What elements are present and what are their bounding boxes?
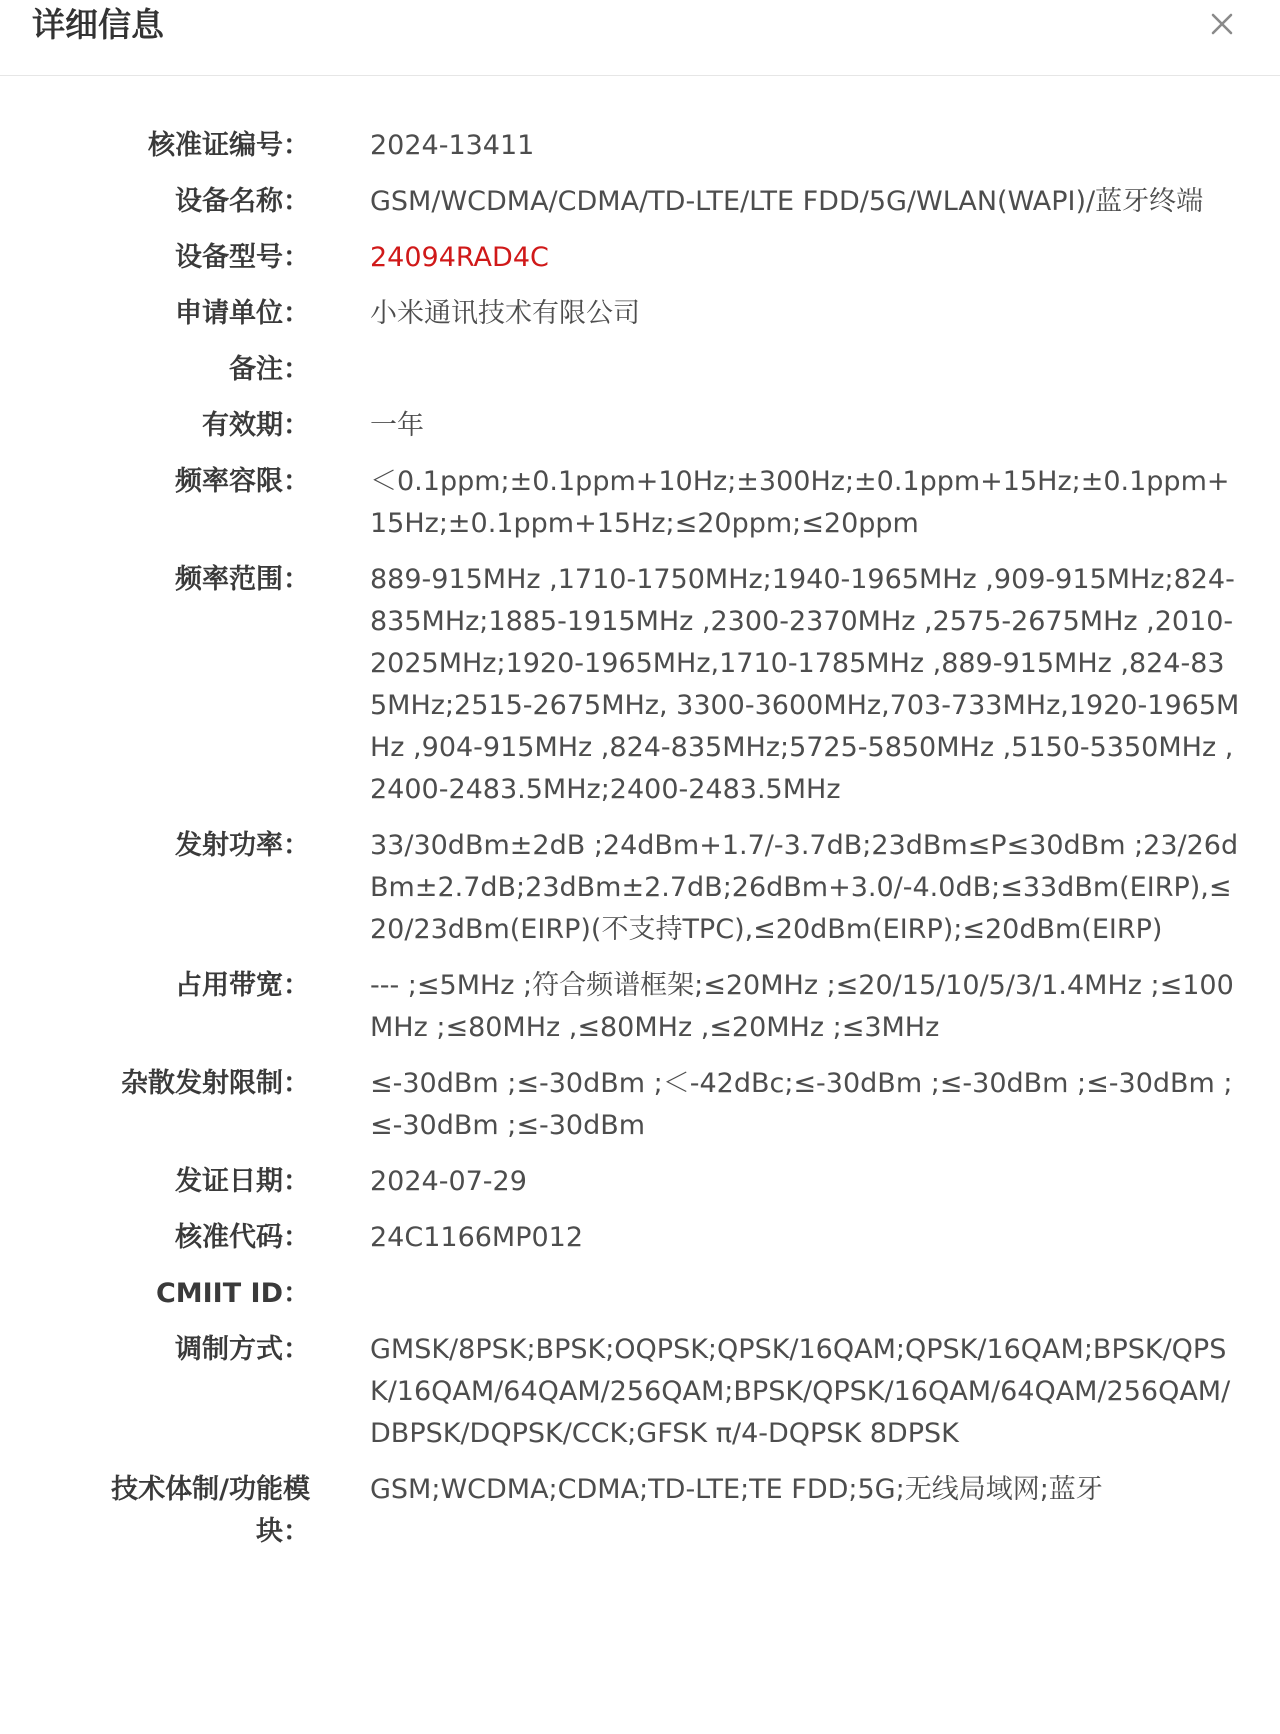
field-label: 调制方式： [175,1334,310,1365]
field-value: GSM;WCDMA;CDMA;TD-LTE;TE FDD;5G;无线局域网;蓝牙 [370,1474,1103,1505]
field-value: GSM/WCDMA/CDMA/TD-LTE/LTE FDD/5G/WLAN(WAPI)/蓝牙终端 [370,186,1204,217]
row-frequency-range [0,559,1280,811]
field-value: 889-915MHz ,1710-1750MHz;1940-1965MHz ,909-915MHz;824-835MHz;1885-1915MHz ,2300-2370MHz ,2575-2675MHz ,2010-2025MHz;1920-1965MHz,1710-1785MHz ,889-915MHz ,824-835MHz;2515-2675MHz, 3300-3600MHz,703-733MHz,1920-1965MHz ,904-915MHz ,824-835MHz;5725-5850MHz ,5150-5350MHz ,2400-2483.5MHz;2400-2483.5MHz [370,564,1240,805]
row-approval-code [0,1217,1280,1259]
field-value: 一年 [370,410,424,441]
row-technology-module [0,1469,1280,1553]
field-value-highlight: 24094RAD4C [370,242,549,273]
field-value: 2024-07-29 [370,1166,527,1197]
field-label: 频率容限： [175,466,310,497]
row-spurious-emission [0,1063,1280,1147]
field-value: ＜0.1ppm;±0.1ppm+10Hz;±300Hz;±0.1ppm+15Hz;±0.1ppm+15Hz;±0.1ppm+15Hz;≤20ppm;≤20ppm [370,466,1230,539]
field-label: 有效期： [202,410,310,441]
row-remarks [0,349,1280,391]
field-label: 占用带宽： [175,970,310,1001]
row-device-name [0,181,1280,223]
field-label: 备注： [229,354,310,385]
row-occupied-bandwidth [0,965,1280,1049]
field-value: 33/30dBm±2dB ;24dBm+1.7/-3.7dB;23dBm≤P≤30dBm ;23/26dBm±2.7dB;23dBm±2.7dB;26dBm+3.0/-4.0dB;≤33dBm(EIRP),≤20/23dBm(EIRP)(不支持TPC),≤20dBm(EIRP);≤20dBm(EIRP) [370,830,1239,945]
row-cmiit-id [0,1273,1280,1315]
row-modulation [0,1329,1280,1455]
field-value [370,349,1240,391]
field-label: 技术体制/功能模块： [111,1474,310,1547]
field-value: 小米通讯技术有限公司 [370,298,640,329]
field-label: 设备型号： [175,242,310,273]
field-label: 申请单位： [175,298,310,329]
field-label: 杂散发射限制： [121,1068,310,1099]
field-value: ≤-30dBm ;≤-30dBm ;＜-42dBc;≤-30dBm ;≤-30dBm ;≤-30dBm ;≤-30dBm ;≤-30dBm [370,1068,1233,1141]
detail-list [0,125,1280,1567]
row-issue-date [0,1161,1280,1203]
field-label: 频率范围： [175,564,310,595]
field-label: 发射功率： [175,830,310,861]
row-transmit-power [0,825,1280,951]
field-label: 发证日期： [175,1166,310,1197]
field-value: 24C1166MP012 [370,1222,584,1253]
field-value: 2024-13411 [370,130,535,161]
close-icon [1200,2,1244,46]
row-applicant [0,293,1280,335]
field-value: --- ;≤5MHz ;符合频谱框架;≤20MHz ;≤20/15/10/5/3/1.4MHz ;≤100MHz ;≤80MHz ,≤80MHz ,≤20MHz ;≤3MHz [370,970,1234,1043]
row-device-model [0,237,1280,279]
close-button[interactable] [1200,2,1244,46]
field-value: GMSK/8PSK;BPSK;OQPSK;QPSK/16QAM;QPSK/16QAM;BPSK/QPSK/16QAM/64QAM/256QAM;BPSK/QPSK/16QAM/64QAM/256QAM/DBPSK/DQPSK/CCK;GFSK π/4-DQPSK 8DPSK [370,1334,1231,1449]
row-approval-number [0,125,1280,167]
field-label: 核准代码： [175,1222,310,1253]
field-label: CMIIT ID： [155,1278,310,1309]
field-label: 核准证编号： [148,130,310,161]
row-frequency-tolerance [0,461,1280,545]
row-validity [0,405,1280,447]
field-label: 设备名称： [175,186,310,217]
dialog-header [0,0,1280,76]
field-value [370,1273,1240,1315]
dialog-title: 详细信息 [32,5,164,44]
